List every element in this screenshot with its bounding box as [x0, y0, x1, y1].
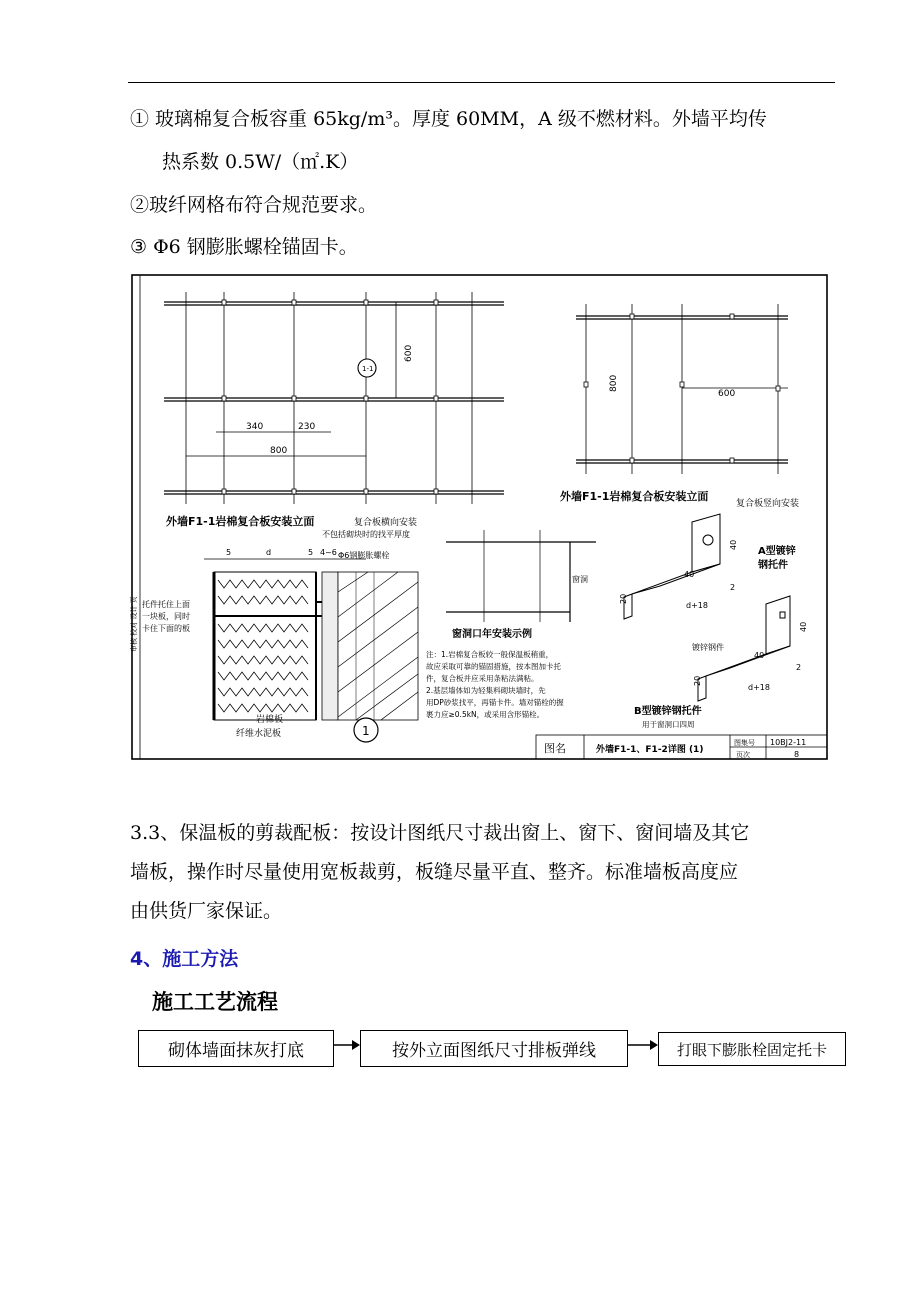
title-block-page: 8: [794, 750, 800, 759]
detail-side-label-2: 一块板，同时: [142, 612, 190, 621]
title-block-page-label: 页次: [736, 751, 750, 759]
detail-side-label-3: 卡住下面的板: [142, 624, 190, 633]
note-line-3: 件，复合板并应采用条粘法满粘。: [426, 674, 539, 683]
b-dim-40b: 40: [754, 651, 765, 660]
flow-step-2: [360, 1030, 628, 1067]
left-elevation-note: 复合板横向安装: [354, 518, 418, 528]
dim-340: 340: [246, 422, 264, 432]
dim-600-right: 600: [718, 389, 736, 399]
detail-label-fiber: 纤维水泥板: [236, 729, 282, 739]
item-1-line-1: ① 玻璃棉复合板容重 65kg/m³。厚度 60MM，A 级不燃材料。外墙平均传: [130, 108, 767, 130]
item-1-line-2: 热系数 0.5W/（㎡.K）: [162, 151, 359, 173]
note-line-2: 故应采取可靠的锚固措施，按本图加卡托: [426, 662, 561, 671]
dim-800-left: 800: [270, 446, 288, 456]
note-line-4: 2.基层墙体如为轻集料砌块墙时，先: [426, 686, 546, 695]
flow-step-3: [658, 1032, 846, 1066]
item-3: ③ Φ6 钢膨胀螺栓锚固卡。: [130, 236, 358, 258]
window-label: 窗洞: [572, 575, 588, 584]
a-type-label-2: 钢托件: [758, 560, 788, 571]
a-type-label-1: A型镀锌: [758, 546, 796, 557]
note-line-1: 注：1.岩棉复合板较一般保温板稍重，: [426, 650, 554, 659]
section-33-line-1: 3.3、保温板的剪裁配板：按设计图纸尺寸裁出窗上、窗下、窗间墙及其它: [130, 822, 750, 844]
a-dim-d18: d+18: [686, 601, 708, 610]
section-33-line-2: 墙板，操作时尽量使用宽板裁剪，板缝尽量平直、整齐。标准墙板高度应: [130, 861, 739, 883]
flow-step-1-label: 砌体墙面抹灰打底: [168, 1041, 304, 1061]
detail-note-top: 不包括砌块时的找平厚度: [322, 530, 410, 539]
detail-dim-5b: 5: [308, 548, 314, 557]
detail-number: 1: [362, 724, 370, 738]
b-dim-2: 2: [796, 663, 802, 672]
a-dim-40a: 40: [729, 539, 738, 550]
detail-dim-5a: 5: [226, 548, 232, 557]
window-title: 窗洞口年安装示例: [452, 629, 532, 640]
a-dim-20: 20: [619, 593, 628, 604]
section-4-heading: 4、施工方法: [130, 948, 239, 970]
title-block-title: 外墙F1-1、F1-2详图 (1): [596, 745, 704, 755]
dim-230: 230: [298, 422, 316, 432]
title-block-name: 图名: [544, 742, 566, 755]
flow-arrow-2-icon: [628, 1038, 658, 1052]
side-strip-text: 审核 校对 设计 页: [130, 596, 138, 652]
detail-anchor: Φ6钢膨胀螺栓: [338, 551, 390, 560]
dim-600-left: 600: [404, 344, 414, 362]
note-line-5: 用DP砂浆找平，再锚卡件。墙对锚栓的握: [426, 698, 564, 707]
title-block-atlas-label: 图集号: [734, 739, 755, 747]
flow-step-2-label: 按外立面图纸尺寸排板弹线: [392, 1041, 596, 1061]
flow-arrow-1-icon: [334, 1038, 360, 1052]
a-dim-2: 2: [730, 583, 736, 592]
b-steel-label: 镀锌钢件: [692, 643, 724, 652]
detail-dim-d: d: [266, 548, 272, 557]
section-33-line-3: 由供货厂家保证。: [130, 900, 283, 922]
note-line-6: 裹力应≥0.5kN，或采用含形锚栓。: [426, 710, 545, 719]
b-dim-20: 20: [693, 675, 702, 686]
b-type-label: B型镀锌钢托件: [634, 706, 702, 717]
section-mark: 1-1: [362, 365, 374, 373]
flow-step-3-label: 打眼下膨胀栓固定托卡: [676, 1040, 827, 1059]
title-block-atlas: 10BJ2-11: [770, 738, 807, 747]
b-type-note: 用于窗洞口四周: [642, 720, 695, 729]
right-elevation-title: 外墙F1-1岩棉复合板安装立面: [560, 490, 709, 503]
a-dim-40b: 40: [684, 570, 695, 579]
detail-dim-46: 4~6: [320, 548, 337, 557]
item-2: ②玻纤网格布符合规范要求。: [130, 194, 378, 216]
process-flow-heading: 施工工艺流程: [152, 990, 278, 1014]
b-dim-d18: d+18: [748, 683, 770, 692]
dim-800-right: 800: [609, 374, 619, 392]
header-rule: [128, 82, 835, 83]
detail-label-rock: 岩棉板: [256, 715, 284, 725]
b-dim-40a: 40: [799, 621, 808, 632]
detail-side-label-1: 托件托住上面: [142, 600, 190, 609]
technical-drawing: [126, 272, 828, 764]
right-elevation-note: 复合板竖向安装: [736, 499, 800, 509]
left-elevation-title: 外墙F1-1岩棉复合板安装立面: [166, 515, 315, 528]
flow-step-1: [138, 1030, 334, 1067]
